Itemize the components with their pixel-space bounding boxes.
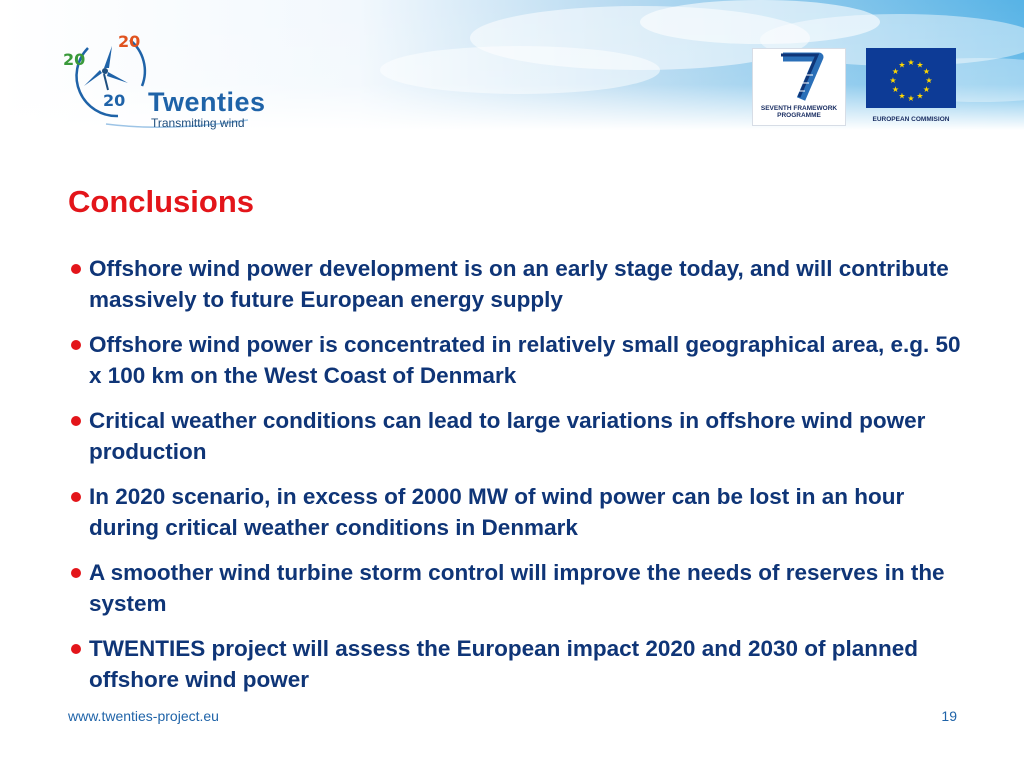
fp7-label-line1: SEVENTH FRAMEWORK [760,105,838,112]
bullet-text: A smoother wind turbine storm control will improve the needs of reserves in the system [89,560,945,616]
eu-commission-label: EUROPEAN COMMISION [872,116,950,123]
svg-text:★: ★ [907,94,915,103]
fp7-label [753,105,845,119]
svg-text:★: ★ [898,60,906,70]
svg-text:★: ★ [898,91,906,101]
bullet-dot-icon [71,568,81,578]
eu-flag-stars-icon [866,48,956,108]
brand-tagline: Transmitting wind [151,116,245,130]
fp7-label-line2: PROGRAMME [777,112,821,119]
bullet-dot-icon [71,416,81,426]
bullet-item [68,557,968,619]
svg-text:★: ★ [916,60,924,70]
fp7-logo [752,48,846,126]
bullet-text: In 2020 scenario, in excess of 2000 MW of wind power can be lost in an hour during critical weather conditions in Denmark [89,484,905,540]
logo-digits-left: 20 [63,50,86,69]
svg-text:★: ★ [922,67,931,76]
bullet-item [68,329,968,391]
svg-text:★: ★ [925,76,933,85]
bullet-text: Critical weather conditions can lead to large variations in offshore wind power production [89,408,926,464]
bullet-dot-icon [71,644,81,654]
svg-text:★: ★ [907,58,915,67]
bullet-item [68,633,968,695]
fp7-seven-logo-icon [753,49,845,105]
bullet-item [68,481,968,543]
page-number: 19 [941,708,957,724]
svg-text:★: ★ [916,91,924,101]
brand-name: Twenties [148,87,266,117]
eu-flag [866,48,956,108]
svg-text:★: ★ [922,85,931,94]
bullet-item [68,405,968,467]
bullet-text: TWENTIES project will assess the European impact 2020 and 2030 of planned offshore wind power [89,636,918,692]
svg-text:★: ★ [889,76,897,85]
svg-text:★: ★ [891,85,900,94]
logo-digits-top: 20 [118,32,141,51]
logo-digits-bottom: 20 [103,91,126,110]
bullet-dot-icon [71,264,81,274]
slide-title: Conclusions [68,184,255,219]
bullet-dot-icon [71,340,81,350]
svg-text:★: ★ [891,67,900,76]
twenties-logo [58,28,278,132]
bullet-item [68,253,968,315]
bullet-text: Offshore wind power is concentrated in relatively small geographical area, e.g. 50 x 100 km on the West Coast of Denmark [89,332,961,388]
footer-url: www.twenties-project.eu [68,708,219,724]
bullet-text: Offshore wind power development is on an early stage today, and will contribute massively to future European energy supply [89,256,949,312]
bullet-list [68,253,968,709]
bullet-dot-icon [71,492,81,502]
